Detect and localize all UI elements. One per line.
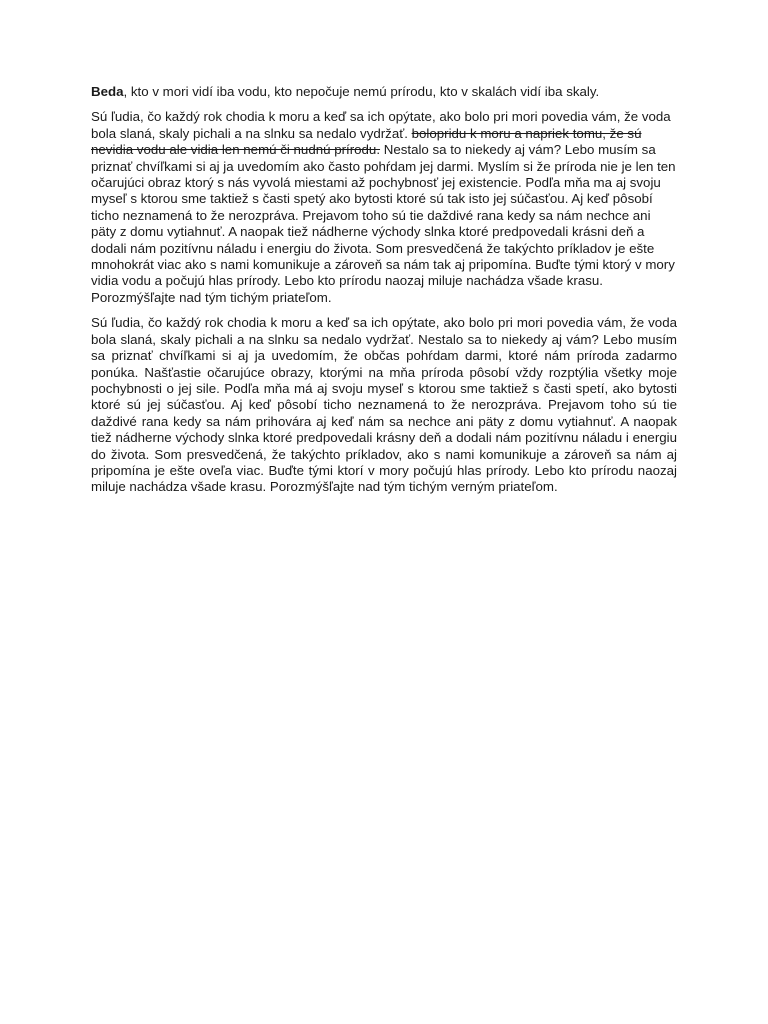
draft-paragraph bbox=[91, 109, 677, 306]
intro-paragraph bbox=[91, 84, 677, 100]
intro-bold-word: Beda bbox=[91, 84, 124, 99]
draft-text-end: Nestalo sa to niekedy aj vám? Lebo musím sa priznať chvíľkami si aj ja uvedomím ako často pohŕdam jej darmi. Myslím si že príroda nie je len ten očarujúci obraz ktorý s nás vyvolá miestami až pochybnosť jej existencie. Podľa mňa ma aj svoju myseľ s ktorou sme taktiež s časti spetý ako bytosti ktoré sú tak isto jej súčasťou. Aj keď pôsobí ticho neznamená to že nerozpráva. Prejavom toho sú tie daždivé rana kedy sa nám nechce ani päty z domu vytiahnuť. A naopak tiež nádherne východy slnka ktoré predpovedali krásni deň a dodali nám pozitívnu náladu i energiu do života. Som presvedčená že takýchto príkladov je ešte mnohokrát viac ako s nami komunikuje a zároveň sa nám tak aj pripomína. Buďte tými ktorý v mory vidia vodu a počujú hlas prírody. Lebo kto prírodu naozaj miluje nachádza všade krasu. Porozmýšľajte nad tým tichým priateľom. bbox=[91, 142, 676, 305]
intro-text: , kto v mori vidí iba vodu, kto nepočuje nemú prírodu, kto v skalách vidí iba skaly. bbox=[123, 84, 600, 99]
struck-text: bolopridu k moru a napriek tomu, že sú nevidia vodu ale vidia len nemú či nudnú prírodu. bbox=[91, 125, 642, 158]
draft-text-start: Sú ľudia, čo každý rok chodia k moru a keď sa ich opýtate, ako bolo pri mori povedia vám, že voda bola slaná, skaly pichali a na slnku sa nedalo vydržať. bbox=[91, 109, 671, 141]
document-page bbox=[91, 84, 677, 505]
final-paragraph: Sú ľudia, čo každý rok chodia k moru a keď sa ich opýtate, ako bolo pri mori povedia vám, že voda bola slaná, skaly pichali a na slnku sa nedalo vydržať. Nestalo sa to niekedy aj vám? Lebo musím sa priznať chvíľkami si aj ja uvedomím, že občas pohŕdam darmi, ktoré nám príroda zadarmo ponúka. Našťastie očarujúce obrazy, ktorými na mňa príroda pôsobí vždy rozptýlia všetky moje pochybnosti o jej sile. Podľa mňa má aj svoju myseľ s ktorou sme taktiež s časti spetí, ako bytosti ktoré sú jej súčasťou. Aj keď pôsobí ticho neznamená to že nerozpráva. Prejavom toho sú tie daždivé rana kedy sa nám prihovára aj keď nám sa nechce ani päty z domu vytiahnuť. A naopak tiež nádherne východy slnka ktoré predpovedali krásny deň a dodali nám pozitívnu náladu i energiu do života. Som presvedčená, že takýchto príkladov, ako s nami komunikuje a zároveň sa nám aj pripomína je ešte oveľa viac. Buďte tými ktorí v mory počujú hlas prírody. Lebo kto prírodu naozaj miluje nachádza všade krasu. Porozmýšľajte nad tým tichým verným priateľom. bbox=[91, 315, 677, 495]
